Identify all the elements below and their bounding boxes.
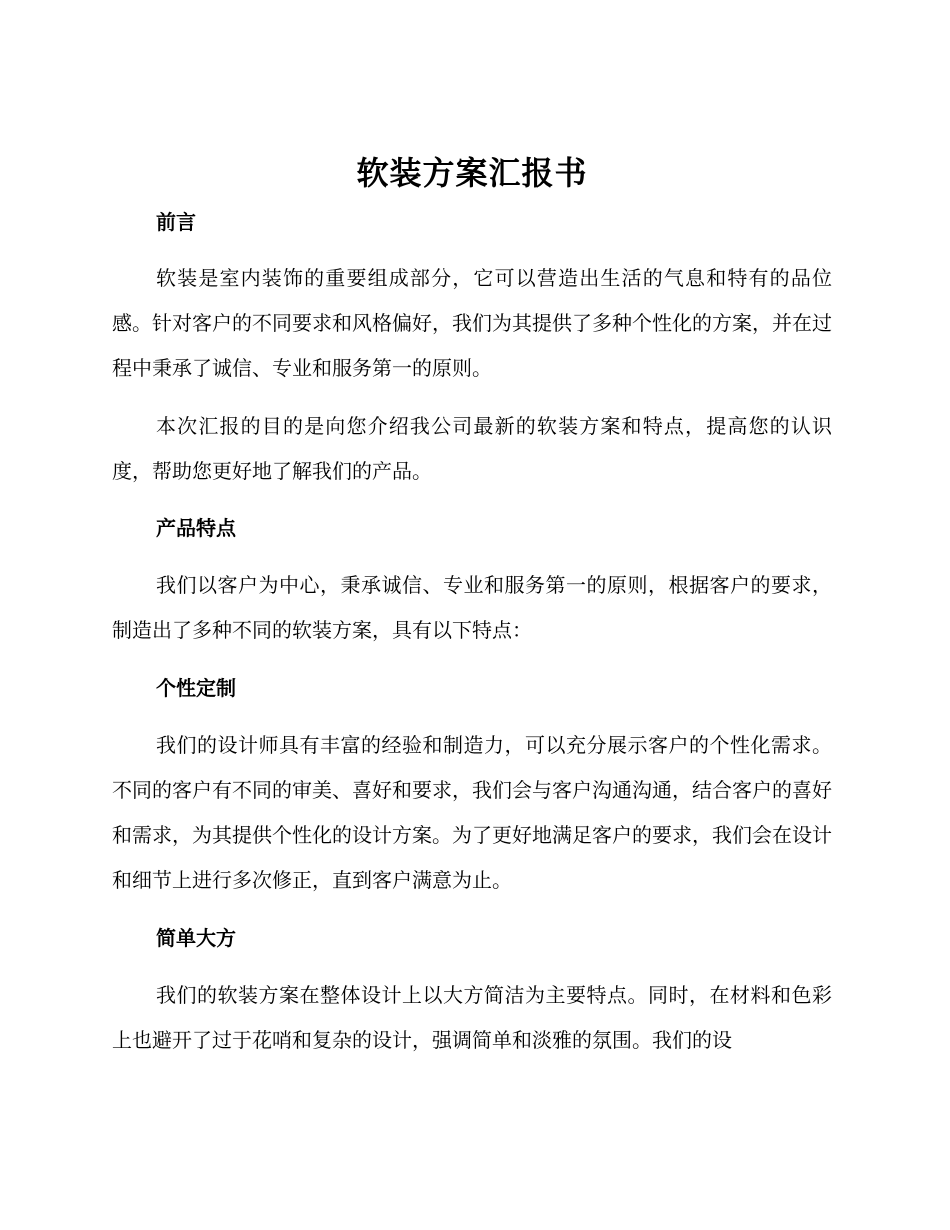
preface-paragraph-2: 本次汇报的目的是向您介绍我公司最新的软装方案和特点，提高您的认识度，帮助您更好地了解我们的产品。 <box>112 414 832 483</box>
section-heading-product-features: 产品特点 <box>156 516 236 540</box>
simple-elegant-paragraph: 我们的软装方案在整体设计上以大方简洁为主要特点。同时，在材料和色彩上也避开了过于花哨和复杂的设计，强调简单和淡雅的氛围。我们的设 <box>112 983 832 1052</box>
section-heading-preface: 前言 <box>156 210 196 234</box>
product-features-paragraph: 我们以客户为中心，秉承诚信、专业和服务第一的原则，根据客户的要求，制造出了多种不同的软装方案，具有以下特点： <box>112 573 832 642</box>
document-title: 软装方案汇报书 <box>356 154 588 192</box>
preface-paragraph-1: 软装是室内装饰的重要组成部分，它可以营造出生活的气息和特有的品位感。针对客户的不同要求和风格偏好，我们为其提供了多种个性化的方案，并在过程中秉承了诚信、专业和服务第一的原则。 <box>112 266 832 380</box>
section-heading-simple-elegant: 简单大方 <box>156 926 236 950</box>
document-page <box>112 0 832 1230</box>
section-heading-customization: 个性定制 <box>156 676 236 700</box>
customization-paragraph: 我们的设计师具有丰富的经验和制造力，可以充分展示客户的个性化需求。不同的客户有不同的审美、喜好和要求，我们会与客户沟通沟通，结合客户的喜好和需求，为其提供个性化的设计方案。为了更好地满足客户的要求，我们会在设计和细节上进行多次修正，直到客户满意为止。 <box>112 733 832 892</box>
